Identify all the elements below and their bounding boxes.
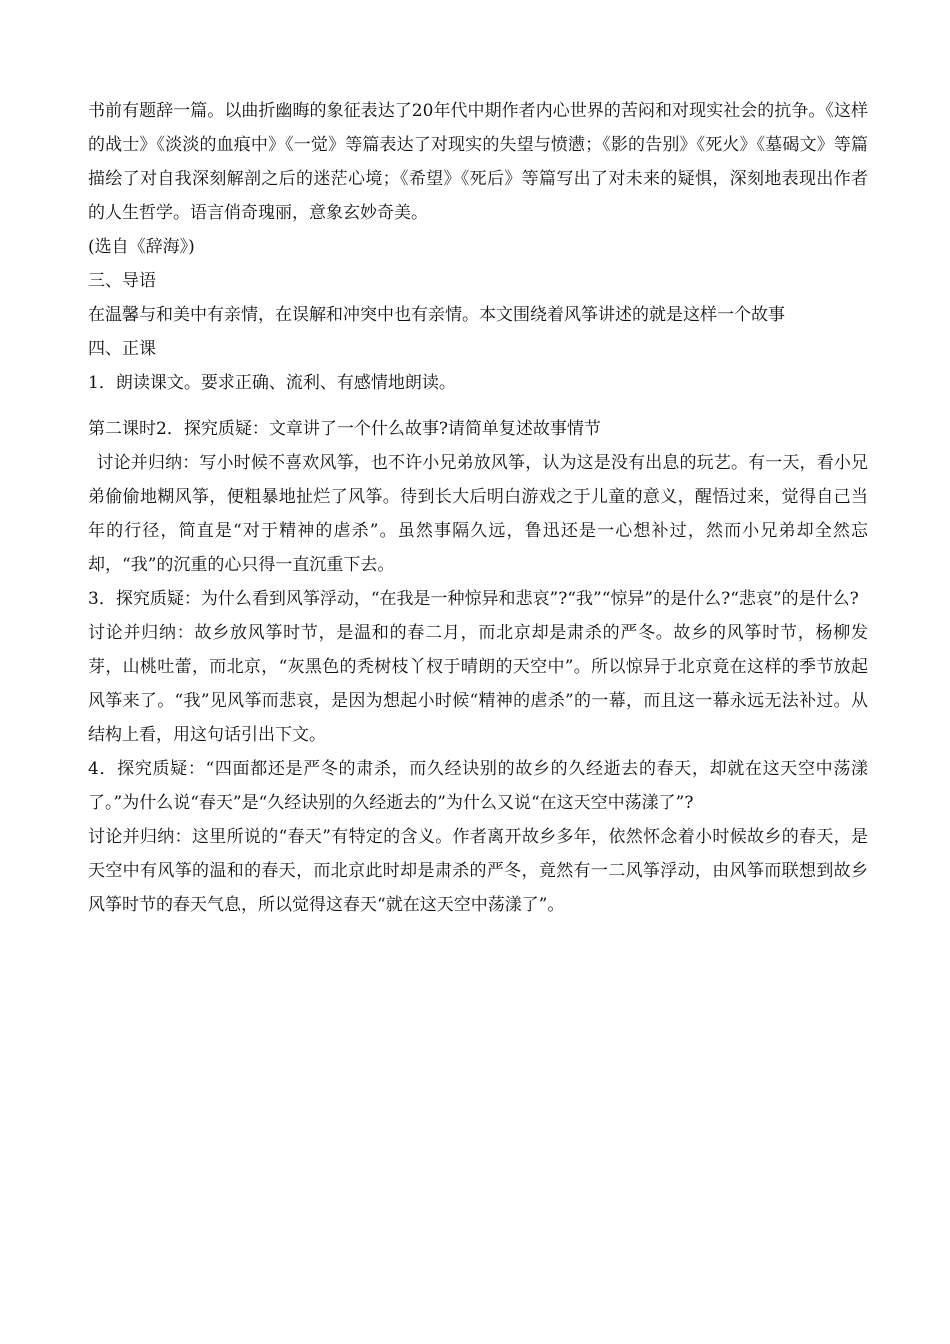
- intro-paragraph: 书前有题辞一篇。以曲折幽晦的象征表达了20年代中期作者内心世界的苦闷和对现实社会的抗争。《这样的战士》《淡淡的血痕中》《一觉》等篇表达了对现实的失望与愤懑；《影的告别》《死火》《墓碣文》等篇描绘了对自我深刻解剖之后的迷茫心境；《希望》《死后》等篇写出了对未来的疑惧，深刻地表现出作者的人生哲学。语言俏奇瑰丽，意象玄妙奇美。: [88, 101, 868, 223]
- lesson-item-1: 1．朗读课文。要求正确、流利、有感情地朗读。: [88, 373, 456, 393]
- lesson-item-2-question: 第二课时2．探究质疑：文章讲了一个什么故事?请简单复述故事情节: [88, 419, 601, 439]
- spacer: [88, 400, 868, 412]
- lesson-item-4-question: 4．探究质疑：“四面都还是严冬的肃杀，而久经诀别的故乡的久经逝去的春天，却就在这天空中荡漾了。”为什么说“春天”是“久经诀别的久经逝去的”为什么又说“在这天空中荡漾了”?: [88, 759, 868, 813]
- lesson-item-2-answer: 讨论并归纳：写小时候不喜欢风筝，也不许小兄弟放风筝，认为这是没有出息的玩艺。有一天，看小兄弟偷偷地糊风筝，便粗暴地扯烂了风筝。待到长大后明白游戏之于儿童的意义，醒悟过来，觉得自己当年的行径，简直是“对于精神的虐杀”。虽然事隔久远，鲁迅还是一心想补过，然而小兄弟却全然忘却，“我”的沉重的心只得一直沉重下去。: [88, 453, 868, 575]
- lesson-item-3-question: 3．探究质疑：为什么看到风筝浮动，“在我是一种惊异和悲哀”?“我”“惊异”的是什么?“悲哀”的是什么?: [88, 589, 859, 609]
- lesson-item-4-answer: 讨论并归纳：这里所说的“春天”有特定的含义。作者离开故乡多年，依然怀念着小时候故乡的春天，是天空中有风筝的温和的春天，而北京此时却是肃杀的严冬，竟然有一二风筝浮动，由风筝而联想到故乡风筝时节的春天气息，所以觉得这春天“就在这天空中荡漾了”。: [88, 827, 868, 915]
- section-heading-lesson: 四、正课: [88, 339, 156, 359]
- document-page: [88, 94, 868, 922]
- intro-text-paragraph: 在温馨与和美中有亲情，在误解和冲突中也有亲情。本文围绕着风筝讲述的就是这样一个故事: [88, 305, 785, 325]
- source-note: (选自《辞海》): [88, 237, 195, 257]
- lesson-item-3-answer: 讨论并归纳：故乡放风筝时节，是温和的春二月，而北京却是肃杀的严冬。故乡的风筝时节，杨柳发芽，山桃吐蕾，而北京，“灰黑色的秃树枝丫杈于晴朗的天空中”。所以惊异于北京竟在这样的季节放起风筝来了。“我”见风筝而悲哀，是因为想起小时候“精神的虐杀”的一幕，而且这一幕永远无法补过。从结构上看，用这句话引出下文。: [88, 623, 868, 745]
- section-heading-intro: 三、导语: [88, 271, 156, 291]
